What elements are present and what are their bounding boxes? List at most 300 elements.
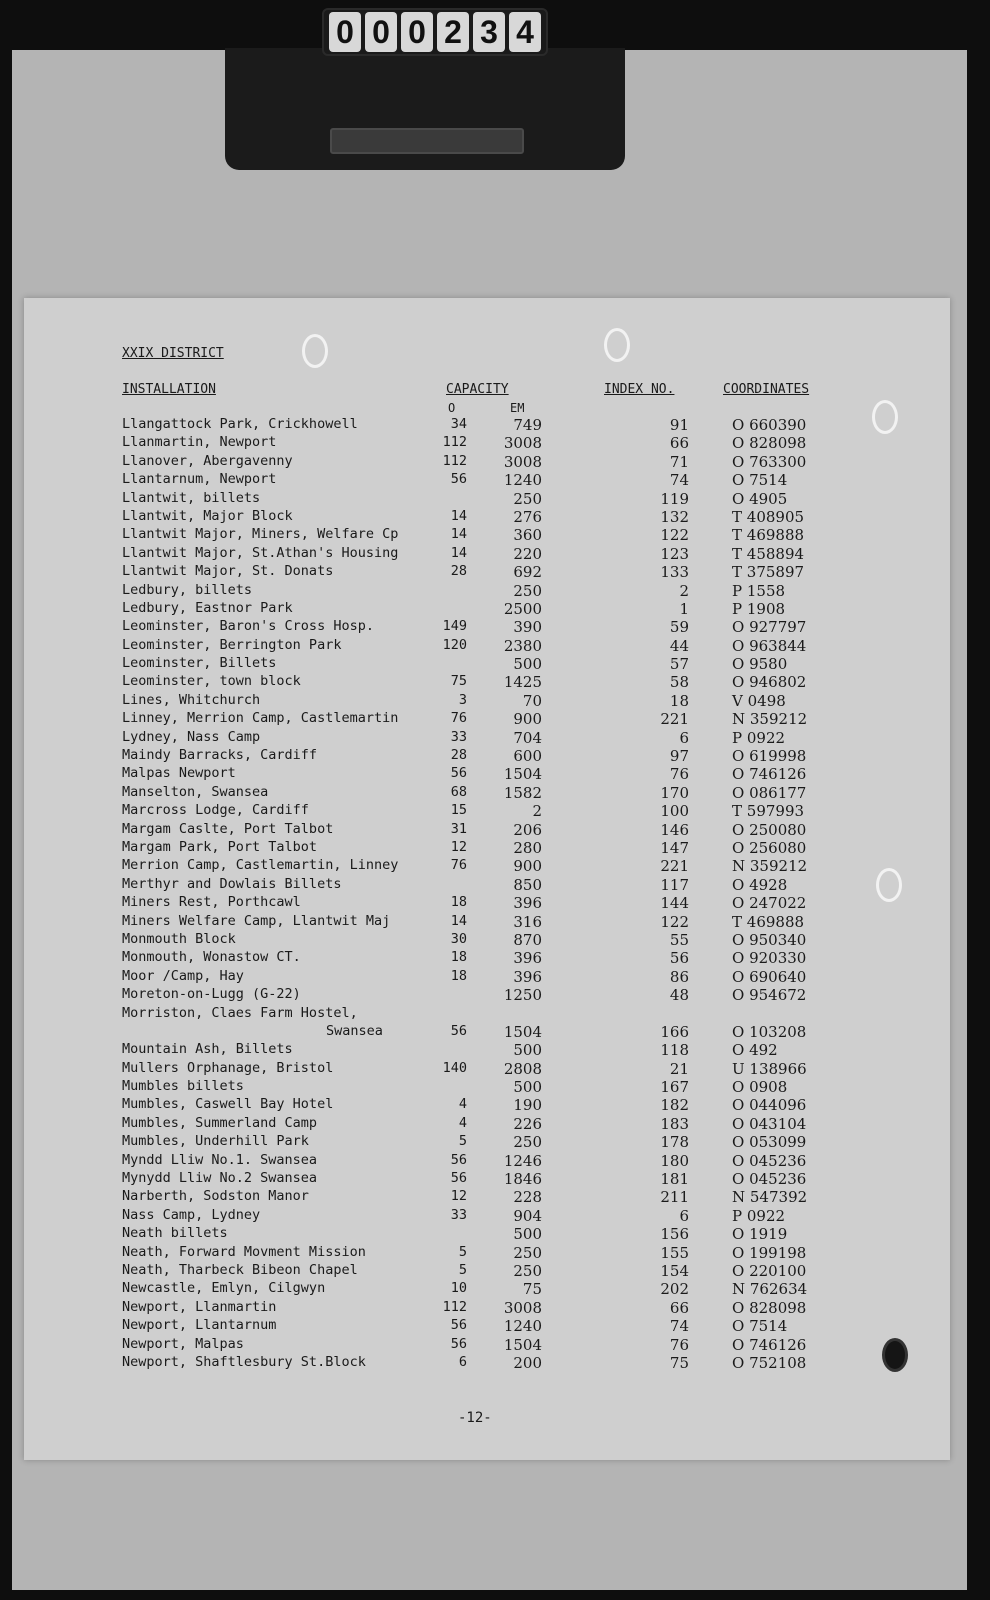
index-number: 170: [660, 783, 689, 802]
coordinates: V 0498: [732, 691, 786, 710]
installation-name: Lydney, Nass Camp: [122, 728, 261, 745]
counter-digit: 3: [473, 12, 505, 52]
enlisted-capacity: 226: [513, 1114, 542, 1133]
index-number: 154: [660, 1261, 689, 1280]
coordinates: O 752108: [732, 1353, 807, 1372]
index-number: 59: [669, 618, 689, 637]
officer-capacity: 10: [450, 1280, 467, 1297]
table-row: [24, 1299, 950, 1317]
index-number: 183: [660, 1114, 689, 1133]
table-row: [24, 968, 950, 986]
header-installation: INSTALLATION: [122, 382, 216, 397]
installation-name: Llanmartin, Newport: [122, 434, 277, 451]
installation-name: Newport, Shaftlesbury St.Block: [122, 1353, 366, 1370]
index-number: 155: [660, 1243, 689, 1262]
officer-capacity: 15: [450, 802, 467, 819]
index-number: 144: [660, 894, 689, 913]
enlisted-capacity: 1846: [503, 1170, 542, 1189]
installation-name: Mumbles, Summerland Camp: [122, 1114, 318, 1131]
enlisted-capacity: 600: [513, 747, 542, 766]
installation-name: Leominster, Baron's Cross Hosp.: [122, 618, 374, 635]
officer-capacity: 120: [442, 636, 467, 653]
installation-name: Ledbury, Eastnor Park: [122, 599, 293, 616]
installation-name: Monmouth, Wonastow CT.: [122, 949, 301, 966]
officer-capacity: 28: [450, 563, 467, 580]
index-number: 147: [660, 838, 689, 857]
counter-digit: 0: [401, 12, 433, 52]
enlisted-capacity: 1504: [503, 1022, 542, 1041]
coordinates: O 045236: [732, 1151, 807, 1170]
installation-name: Llantwit, Major Block: [122, 507, 293, 524]
officer-capacity: 33: [450, 1206, 467, 1223]
officer-capacity: 76: [450, 857, 467, 874]
coordinates: O 746126: [732, 765, 807, 784]
coordinates: O 256080: [732, 838, 807, 857]
index-number: 71: [669, 452, 689, 471]
table-row: [24, 949, 950, 967]
counter-digit: 2: [437, 12, 469, 52]
index-number: 180: [660, 1151, 689, 1170]
index-number: 166: [660, 1022, 689, 1041]
officer-capacity: 76: [450, 710, 467, 727]
enlisted-capacity: 500: [513, 655, 542, 674]
table-row: [24, 582, 950, 600]
coordinates: P 1908: [732, 599, 786, 618]
installation-name: Moor /Camp, Hay: [122, 967, 244, 984]
coordinates: N 762634: [732, 1280, 808, 1299]
coordinates: U 138966: [732, 1059, 807, 1078]
enlisted-capacity: 250: [513, 1243, 542, 1262]
enlisted-capacity: 1582: [503, 783, 542, 802]
index-number: 178: [660, 1133, 689, 1152]
coordinates: N 359212: [732, 857, 808, 876]
officer-capacity: 149: [442, 618, 467, 635]
installation-name: Merrion Camp, Castlemartin, Linney: [122, 857, 399, 874]
enlisted-capacity: 500: [513, 1041, 542, 1060]
subheader-enlisted: EM: [510, 401, 525, 415]
coordinates: O 045236: [732, 1170, 807, 1189]
officer-capacity: 112: [442, 1298, 467, 1315]
enlisted-capacity: 396: [513, 894, 542, 913]
enlisted-capacity: 396: [513, 949, 542, 968]
installation-name: Nass Camp, Lydney: [122, 1206, 261, 1223]
installation-name: Newport, Malpas: [122, 1335, 244, 1352]
table-row: [24, 1336, 950, 1354]
table-row: [24, 710, 950, 728]
index-number: 122: [660, 526, 689, 545]
coordinates: O 954672: [732, 986, 807, 1005]
coordinates: O 247022: [732, 894, 807, 913]
index-number: 75: [669, 1353, 689, 1372]
table-row: [24, 747, 950, 765]
installation-name: Malpas Newport: [122, 765, 236, 782]
officer-capacity: 112: [442, 434, 467, 451]
enlisted-capacity: 3008: [503, 434, 542, 453]
officer-capacity: 4: [458, 1096, 467, 1113]
table-row: [24, 913, 950, 931]
enlisted-capacity: 250: [513, 1261, 542, 1280]
officer-capacity: 56: [450, 1317, 467, 1334]
index-number: 44: [669, 636, 689, 655]
index-number: 1: [679, 599, 689, 618]
table-row: [24, 1207, 950, 1225]
table-row: [24, 1354, 950, 1372]
table-row: [24, 729, 950, 747]
table-row: [24, 1280, 950, 1298]
table-row: [24, 1096, 950, 1114]
enlisted-capacity: 280: [513, 838, 542, 857]
enlisted-capacity: 360: [513, 526, 542, 545]
table-row: [24, 784, 950, 802]
coordinates: O 053099: [732, 1133, 807, 1152]
officer-capacity: 14: [450, 544, 467, 561]
coordinates: O 946802: [732, 673, 807, 692]
table-row: [24, 821, 950, 839]
index-number: 91: [669, 416, 689, 434]
index-number: 132: [660, 507, 689, 526]
enlisted-capacity: 3008: [503, 452, 542, 471]
table-row: [24, 857, 950, 875]
coordinates: O 4928: [732, 875, 788, 894]
index-number: 146: [660, 820, 689, 839]
installation-name: Newcastle, Emlyn, Cilgwyn: [122, 1280, 326, 1297]
coordinates: O 9580: [732, 655, 788, 674]
enlisted-capacity: 2500: [503, 599, 542, 618]
installation-name: Swansea: [326, 1022, 383, 1039]
coordinates: T 469888: [732, 912, 805, 931]
coordinates: O 7514: [732, 471, 788, 490]
index-number: 156: [660, 1225, 689, 1244]
installation-name: Mullers Orphanage, Bristol: [122, 1059, 334, 1076]
coordinates: O 7514: [732, 1317, 788, 1336]
officer-capacity: 18: [450, 949, 467, 966]
installation-name: Narberth, Sodston Manor: [122, 1188, 309, 1205]
table-row: [24, 1244, 950, 1262]
coordinates: O 199198: [732, 1243, 807, 1262]
officer-capacity: 5: [458, 1133, 467, 1150]
enlisted-capacity: 1504: [503, 1335, 542, 1354]
index-number: 182: [660, 1096, 689, 1115]
enlisted-capacity: 500: [513, 1225, 542, 1244]
enlisted-capacity: 250: [513, 489, 542, 508]
index-number: 119: [660, 489, 689, 508]
installation-name: Llantarnum, Newport: [122, 471, 277, 488]
table-row: [24, 1115, 950, 1133]
coordinates: O 963844: [732, 636, 807, 655]
officer-capacity: 12: [450, 838, 467, 855]
index-number: 18: [669, 691, 689, 710]
installation-name: Morriston, Claes Farm Hostel,: [122, 1004, 358, 1021]
enlisted-capacity: 2808: [503, 1059, 542, 1078]
coordinates: N 547392: [732, 1188, 808, 1207]
installation-name: Monmouth Block: [122, 930, 236, 947]
installation-name: Llanover, Abergavenny: [122, 452, 293, 469]
coordinates: O 086177: [732, 783, 807, 802]
enlisted-capacity: 1504: [503, 765, 542, 784]
coordinates: T 597993: [732, 802, 805, 821]
enlisted-capacity: 1246: [503, 1151, 542, 1170]
enlisted-capacity: 850: [513, 875, 542, 894]
enlisted-capacity: 2380: [503, 636, 542, 655]
coordinates: O 1919: [732, 1225, 788, 1244]
table-row: [24, 839, 950, 857]
table-row: [24, 894, 950, 912]
counter-digit: 4: [509, 12, 541, 52]
index-number: 21: [669, 1059, 689, 1078]
installation-table: [24, 416, 950, 1372]
installation-name: Merthyr and Dowlais Billets: [122, 875, 342, 892]
table-row: [24, 876, 950, 894]
officer-capacity: 34: [450, 416, 467, 432]
index-number: 76: [669, 1335, 689, 1354]
index-number: 122: [660, 912, 689, 931]
index-number: 167: [660, 1078, 689, 1097]
table-row: [24, 600, 950, 618]
installation-name: Mynydd Lliw No.2 Swansea: [122, 1170, 318, 1187]
officer-capacity: 112: [442, 452, 467, 469]
installation-name: Neath billets: [122, 1225, 228, 1242]
table-row: [24, 508, 950, 526]
district-title: XXIX DISTRICT: [122, 346, 224, 361]
officer-capacity: 33: [450, 728, 467, 745]
coordinates: O 746126: [732, 1335, 807, 1354]
installation-name: Linney, Merrion Camp, Castlemartin: [122, 710, 399, 727]
coordinates: O 660390: [732, 416, 807, 434]
index-number: 86: [669, 967, 689, 986]
coordinates: O 927797: [732, 618, 807, 637]
coordinates: O 920330: [732, 949, 807, 968]
index-number: 76: [669, 765, 689, 784]
table-row: [24, 986, 950, 1004]
installation-name: Myndd Lliw No.1. Swansea: [122, 1151, 318, 1168]
subheader-officers: O: [448, 401, 456, 415]
coordinates: O 103208: [732, 1022, 807, 1041]
coordinates: O 492: [732, 1041, 778, 1060]
enlisted-capacity: 3008: [503, 1298, 542, 1317]
enlisted-capacity: 904: [513, 1206, 542, 1225]
officer-capacity: 31: [450, 820, 467, 837]
officer-capacity: 18: [450, 967, 467, 984]
installation-name: Neath, Tharbeck Bibeon Chapel: [122, 1261, 358, 1278]
binder-clamp-bar: [330, 128, 524, 154]
table-row: [24, 490, 950, 508]
index-number: 74: [669, 1317, 689, 1336]
coordinates: T 458894: [732, 544, 805, 563]
coordinates: O 250080: [732, 820, 807, 839]
coordinates: O 828098: [732, 1298, 807, 1317]
officer-capacity: 5: [458, 1243, 467, 1260]
officer-capacity: 68: [450, 783, 467, 800]
enlisted-capacity: 276: [513, 507, 542, 526]
index-number: 97: [669, 747, 689, 766]
installation-name: Mumbles billets: [122, 1078, 244, 1095]
officer-capacity: 75: [450, 673, 467, 690]
table-row: [24, 1133, 950, 1151]
enlisted-capacity: 900: [513, 857, 542, 876]
table-row: [24, 453, 950, 471]
enlisted-capacity: 316: [513, 912, 542, 931]
table-row: [24, 1262, 950, 1280]
installation-name: Llantwit Major, St. Donats: [122, 563, 334, 580]
installation-name: Leominster, town block: [122, 673, 301, 690]
installation-name: Neath, Forward Movment Mission: [122, 1243, 366, 1260]
index-number: 117: [660, 875, 689, 894]
installation-name: Miners Rest, Porthcawl: [122, 894, 301, 911]
enlisted-capacity: 206: [513, 820, 542, 839]
coordinates: O 619998: [732, 747, 807, 766]
table-row: [24, 802, 950, 820]
index-number: 55: [669, 930, 689, 949]
index-number: 57: [669, 655, 689, 674]
index-number: 66: [669, 434, 689, 453]
enlisted-capacity: 900: [513, 710, 542, 729]
officer-capacity: 140: [442, 1059, 467, 1076]
enlisted-capacity: 228: [513, 1188, 542, 1207]
coordinates: O 950340: [732, 930, 807, 949]
installation-name: Marcross Lodge, Cardiff: [122, 802, 309, 819]
enlisted-capacity: 250: [513, 1133, 542, 1152]
table-row: [24, 1060, 950, 1078]
installation-name: Lines, Whitchurch: [122, 691, 261, 708]
coordinates: P 0922: [732, 1206, 786, 1225]
installation-name: Llantwit Major, Miners, Welfare Cp: [122, 526, 399, 543]
installation-name: Mumbles, Underhill Park: [122, 1133, 309, 1150]
header-coordinates: COORDINATES: [723, 382, 810, 397]
index-number: 74: [669, 471, 689, 490]
installation-name: Leominster, Billets: [122, 655, 277, 672]
punch-hole-icon: [302, 334, 328, 368]
enlisted-capacity: 70: [522, 691, 542, 710]
table-row: [24, 1005, 950, 1023]
frame-counter: [322, 8, 548, 56]
index-number: 6: [679, 1206, 689, 1225]
installation-name: Moreton-on-Lugg (G-22): [122, 986, 301, 1003]
coordinates: O 044096: [732, 1096, 807, 1115]
officer-capacity: 3: [458, 691, 467, 708]
document-page: [24, 298, 950, 1460]
index-number: 181: [660, 1170, 689, 1189]
index-number: 202: [660, 1280, 689, 1299]
enlisted-capacity: 220: [513, 544, 542, 563]
installation-name: Mountain Ash, Billets: [122, 1041, 293, 1058]
table-row: [24, 526, 950, 544]
table-row: [24, 618, 950, 636]
coordinates: O 220100: [732, 1261, 807, 1280]
enlisted-capacity: 500: [513, 1078, 542, 1097]
table-row: [24, 765, 950, 783]
table-row: [24, 1023, 950, 1041]
officer-capacity: 14: [450, 526, 467, 543]
index-number: 221: [660, 710, 689, 729]
index-number: 48: [669, 986, 689, 1005]
officer-capacity: 56: [450, 1335, 467, 1352]
installation-name: Manselton, Swansea: [122, 783, 269, 800]
officer-capacity: 5: [458, 1261, 467, 1278]
officer-capacity: 30: [450, 930, 467, 947]
officer-capacity: 56: [450, 765, 467, 782]
coordinates: T 469888: [732, 526, 805, 545]
enlisted-capacity: 390: [513, 618, 542, 637]
officer-capacity: 12: [450, 1188, 467, 1205]
index-number: 58: [669, 673, 689, 692]
coordinates: P 1558: [732, 581, 786, 600]
enlisted-capacity: 396: [513, 967, 542, 986]
punch-hole-icon: [604, 328, 630, 362]
table-row: [24, 545, 950, 563]
index-number: 66: [669, 1298, 689, 1317]
enlisted-capacity: 190: [513, 1096, 542, 1115]
coordinates: P 0922: [732, 728, 786, 747]
table-row: [24, 1152, 950, 1170]
officer-capacity: 56: [450, 471, 467, 488]
table-row: [24, 931, 950, 949]
enlisted-capacity: 250: [513, 581, 542, 600]
officer-capacity: 56: [450, 1170, 467, 1187]
index-number: 211: [660, 1188, 689, 1207]
enlisted-capacity: 1425: [503, 673, 542, 692]
installation-name: Llantwit Major, St.Athan's Housing: [122, 544, 399, 561]
index-number: 133: [660, 563, 689, 582]
installation-name: Newport, Llantarnum: [122, 1317, 277, 1334]
installation-name: Ledbury, billets: [122, 581, 253, 598]
enlisted-capacity: 749: [513, 416, 542, 434]
enlisted-capacity: 200: [513, 1353, 542, 1372]
installation-name: Margam Park, Port Talbot: [122, 838, 318, 855]
index-number: 2: [679, 581, 689, 600]
enlisted-capacity: 1250: [503, 986, 542, 1005]
table-row: [24, 692, 950, 710]
table-row: [24, 655, 950, 673]
table-row: [24, 673, 950, 691]
page-number: -12-: [458, 1410, 492, 1426]
coordinates: O 828098: [732, 434, 807, 453]
installation-name: Llangattock Park, Crickhowell: [122, 416, 358, 432]
officer-capacity: 4: [458, 1114, 467, 1131]
table-row: [24, 416, 950, 434]
coordinates: T 375897: [732, 563, 805, 582]
installation-name: Newport, Llanmartin: [122, 1298, 277, 1315]
table-row: [24, 1188, 950, 1206]
coordinates: O 690640: [732, 967, 807, 986]
coordinates: O 4905: [732, 489, 788, 508]
enlisted-capacity: 1240: [503, 471, 542, 490]
coordinates: O 043104: [732, 1114, 807, 1133]
officer-capacity: 18: [450, 894, 467, 911]
table-row: [24, 471, 950, 489]
enlisted-capacity: 704: [513, 728, 542, 747]
enlisted-capacity: 2: [532, 802, 542, 821]
installation-name: Mumbles, Caswell Bay Hotel: [122, 1096, 334, 1113]
officer-capacity: 6: [458, 1353, 467, 1370]
header-index: INDEX NO.: [604, 382, 675, 397]
officer-capacity: 14: [450, 912, 467, 929]
enlisted-capacity: 1240: [503, 1317, 542, 1336]
table-row: [24, 1078, 950, 1096]
counter-digit: 0: [365, 12, 397, 52]
counter-digit: 0: [329, 12, 361, 52]
table-row: [24, 1041, 950, 1059]
index-number: 100: [660, 802, 689, 821]
table-row: [24, 1317, 950, 1335]
coordinates: O 0908: [732, 1078, 788, 1097]
officer-capacity: 28: [450, 747, 467, 764]
coordinates: O 763300: [732, 452, 807, 471]
index-number: 56: [669, 949, 689, 968]
installation-name: Miners Welfare Camp, Llantwit Maj: [122, 912, 391, 929]
enlisted-capacity: 870: [513, 930, 542, 949]
index-number: 118: [660, 1041, 689, 1060]
coordinates: N 359212: [732, 710, 808, 729]
